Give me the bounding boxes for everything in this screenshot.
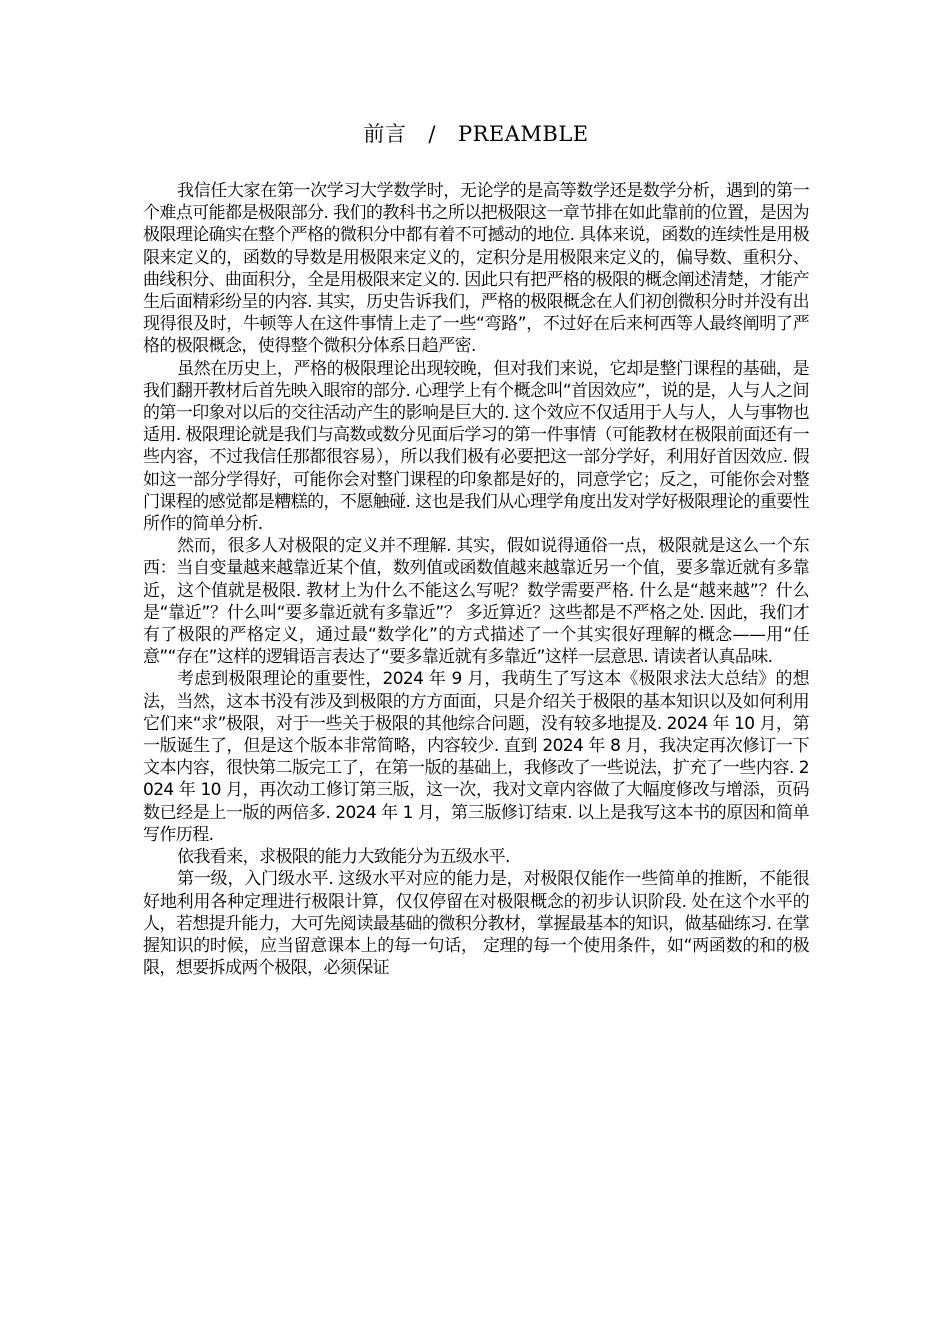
title-separator: / (428, 122, 436, 146)
title-chinese: 前言 (363, 122, 407, 146)
paragraph: 依我看来，求极限的能力大致能分为五级水平. (177, 847, 510, 868)
page-title (143, 120, 809, 148)
paragraph: 考虑到极限理论的重要性，2024 年 9 月，我萌生了写这本《极限求法大总结》的想法，当然，这本书没有涉及到极限的方方面面，只是介绍关于极限的基本知识以及如何利用它们来“求”极限，对于一些关于极限的其他综合问题，没有较多地提及. 2024 年 10 月，第一版诞生了，但是这个版本非常简略，内容较少. 直到 2024 年 8 月，我决定再次修订一下文本内容，很快第二版完工了，在第一版的基础上，我修改了一些说法，扩充了一些内容. 2024 年 10 月，再次动工修订第三版，这一次，我对文章内容做了大幅度修改与增添，页码数已经是上一版的两倍多. 2024 年 1 月，第三版修订结束. 以上是我写这本书的原因和简单写作历程. (143, 669, 809, 845)
paragraph: 我信任大家在第一次学习大学数学时，无论学的是高等数学还是数学分析，遇到的第一个难点可能都是极限部分. 我们的教科书之所以把极限这一章节排在如此靠前的位置，是因为极限理论确实在整个严格的微积分中都有着不可撼动的地位. 具体来说，函数的连续性是用极限来定义的，函数的导数是用极限来定义的，定积分是用极限来定义的，偏导数、重积分、曲线积分、曲面积分，全是用极限来定义的. 因此只有把严格的极限的概念阐述清楚，才能产生后面精彩纷呈的内容. 其实，历史告诉我们，严格的极限概念在人们初创微积分时并没有出现得很及时，牛顿等人在这件事情上走了一些“弯路”，不过好在后来柯西等人最终阐明了严格的极限概念，使得整个微积分体系日趋严密. (143, 181, 809, 357)
preamble-body (143, 180, 809, 979)
paragraph: 虽然在历史上，严格的极限理论出现较晚，但对我们来说，它却是整门课程的基础，是我们翻开教材后首先映入眼帘的部分. 心理学上有个概念叫“首因效应”，说的是，人与人之间的第一印象对以后的交往活动产生的影响是巨大的. 这个效应不仅适用于人与人，人与事物也适用. 极限理论就是我们与高数或数分见面后学习的第一件事情（可能教材在极限前面还有一些内容，不过我信任那都很容易），所以我们极有必要把这一部分学好，利用好首因效应. 假如这一部分学得好，可能你会对整门课程的印象都是好的，同意学它；反之，可能你会对整门课程的感觉都是糟糕的，不愿触碰. 这也是我们从心理学角度出发对学好极限理论的重要性所作的简单分析. (143, 358, 809, 535)
title-english: PREAMBLE (457, 122, 589, 146)
paragraph: 第一级，入门级水平. 这级水平对应的能力是，对极限仅能作一些简单的推断，不能很好地利用各种定理进行极限计算，仅仅停留在对极限概念的初步认识阶段. 处在这个水平的人，若想提升能力，大可先阅读最基础的微积分教材，掌握最基本的知识，做基础练习. 在掌握知识的时候，应当留意课本上的每一句话， 定理的每一个使用条件，如“两函数的和的极限，想要拆成两个极限，必须保证 (143, 869, 809, 979)
paragraph: 然而，很多人对极限的定义并不理解. 其实，假如说得通俗一点，极限就是这么一个东西：当自变量越来越靠近某个值，数列值或函数值越来越靠近另一个值，要多靠近就有多靠近，这个值就是极限. 教材上为什么不能这么写呢？数学需要严格. 什么是“越来越”？什么是“靠近”？什么叫“要多靠近就有多靠近”？ 多近算近？这些都是不严格之处. 因此，我们才有了极限的严格定义，通过最“数学化”的方式描述了一个其实很好理解的概念——用“任意”“存在”这样的逻辑语言表达了“要多靠近就有多靠近”这样一层意思. 请读者认真品味. (143, 536, 809, 668)
